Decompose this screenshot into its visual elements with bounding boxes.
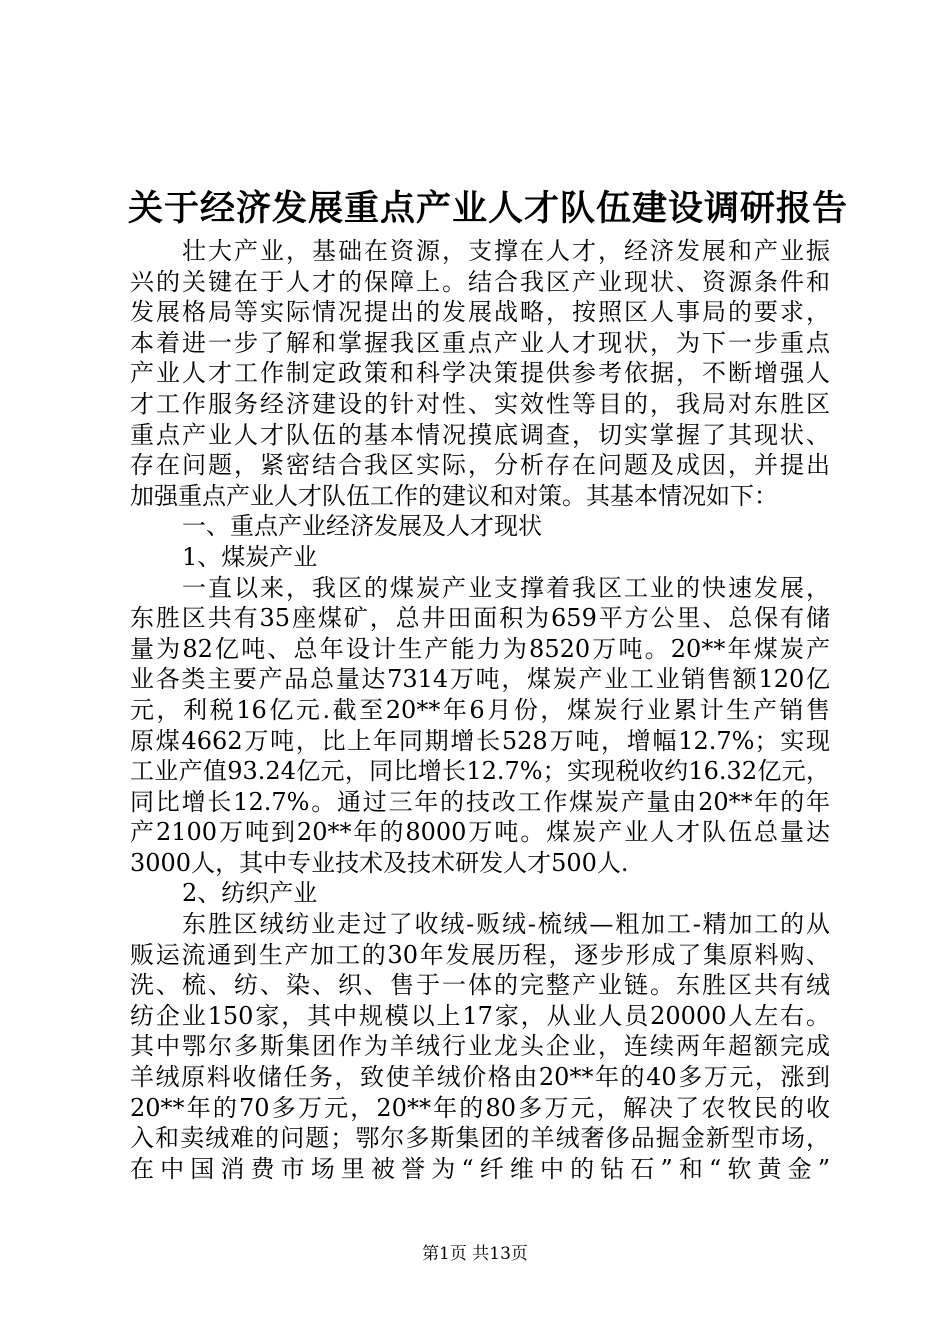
document-body — [130, 236, 830, 1184]
document-title: 关于经济发展重点产业人才队伍建设调研报告 — [128, 188, 849, 229]
paragraph-line: 存在问题，紧密结合我区实际，分析存在问题及成因，并提出 — [130, 451, 830, 480]
paragraph-line: 入和卖绒难的问题；鄂尔多斯集团的羊绒奢侈品掘金新型市场， — [130, 1124, 830, 1153]
paragraph-line: 3000人，其中专业技术及技术研发人才500人. — [130, 848, 629, 877]
paragraph-line: 发展格局等实际情况提出的发展战略，按照区人事局的要求， — [130, 298, 830, 327]
paragraph-line: 重点产业人才队伍的基本情况摸底调查，切实掌握了其现状、 — [130, 420, 830, 449]
paragraph-line: 本着进一步了解和掌握我区重点产业人才现状，为下一步重点 — [130, 328, 830, 357]
paragraph-line: 在中国消费市场里被誉为“纤维中的钻石”和“软黄金” — [130, 1154, 830, 1183]
paragraph-line: 才工作服务经济建设的针对性、实效性等目的，我局对东胜区 — [130, 389, 830, 418]
paragraph-line: 羊绒原料收储任务，致使羊绒价格由20**年的40多万元，涨到 — [130, 1063, 830, 1092]
paragraph-line: 元，利税16亿元.截至20**年6月份，煤炭行业累计生产销售 — [130, 695, 830, 724]
paragraph-line: 东胜区共有35座煤矿，总井田面积为659平方公里、总保有储 — [130, 604, 830, 633]
paragraph-line: 壮大产业，基础在资源，支撑在人才，经济发展和产业振 — [182, 237, 830, 265]
paragraph-line: 贩运流通到生产加工的30年发展历程，逐步形成了集原料购、 — [130, 940, 830, 969]
section-heading: 一、重点产业经济发展及人才现状 — [182, 512, 542, 541]
paragraph-line: 量为82亿吨、总年设计生产能力为8520万吨。20**年煤炭产 — [130, 634, 830, 663]
paragraph-line: 洗、梳、纺、染、织、售于一体的完整产业链。东胜区共有绒 — [130, 971, 830, 1000]
paragraph-line: 纺企业150家，其中规模以上17家，从业人员20000人左右。 — [130, 1001, 830, 1030]
paragraph-line: 东胜区绒纺业走过了收绒-贩绒-梳绒—粗加工-精加工的从 — [182, 910, 830, 939]
paragraph-line: 20**年的70多万元，20**年的80多万元，解决了农牧民的收 — [130, 1093, 830, 1122]
paragraph-line: 兴的关键在于人才的保障上。结合我区产业现状、资源条件和 — [130, 267, 830, 296]
paragraph-line: 产业人才工作制定政策和科学决策提供参考依据，不断增强人 — [130, 359, 830, 388]
paragraph-line: 业各类主要产品总量达7314万吨，煤炭产业工业销售额120亿 — [130, 665, 830, 694]
paragraph-line: 工业产值93.24亿元，同比增长12.7%；实现税收约16.32亿元， — [130, 757, 830, 786]
page-number-footer: 第1页 共13页 — [422, 1244, 528, 1264]
subsection-heading: 2、纺织产业 — [182, 879, 318, 908]
paragraph-line: 一直以来，我区的煤炭产业支撑着我区工业的快速发展， — [182, 573, 830, 602]
paragraph-line: 加强重点产业人才队伍工作的建议和对策。其基本情况如下： — [130, 481, 778, 510]
paragraph-line: 产2100万吨到20**年的8000万吨。煤炭产业人才队伍总量达 — [130, 818, 830, 847]
paragraph-line: 原煤4662万吨，比上年同期增长528万吨，增幅12.7%；实现 — [130, 726, 830, 755]
paragraph-line: 同比增长12.7%。通过三年的技改工作煤炭产量由20**年的年 — [130, 787, 830, 816]
paragraph-line: 其中鄂尔多斯集团作为羊绒行业龙头企业，连续两年超额完成 — [130, 1032, 830, 1061]
subsection-heading: 1、煤炭产业 — [182, 542, 318, 571]
